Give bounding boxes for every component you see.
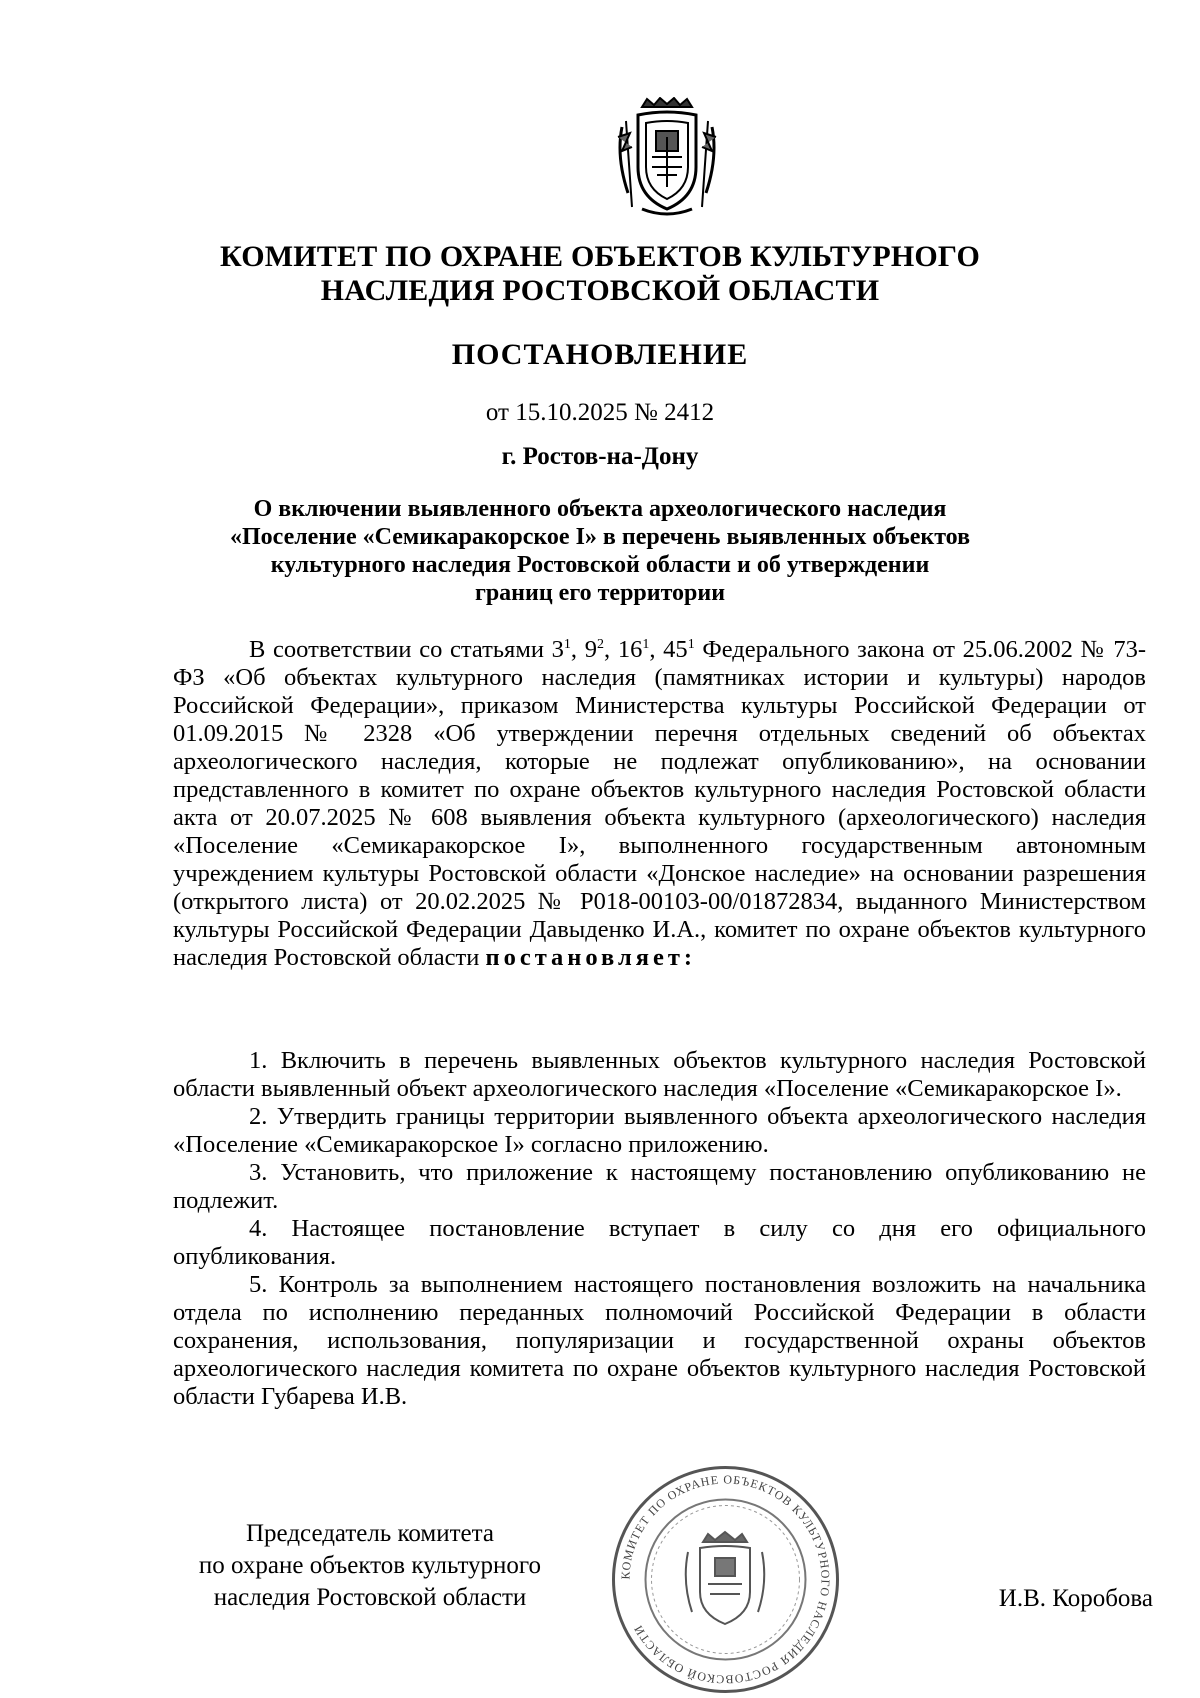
coat-of-arms-icon <box>612 97 722 221</box>
superscript-2: 2 <box>597 636 604 652</box>
document-type: ПОСТАНОВЛЕНИЕ <box>451 338 749 371</box>
decree-item-3: 3. Установить, что приложение к настоящему постановлению опубликованию не подлежит. <box>173 1159 1146 1214</box>
svg-text:КОМИТЕТ ПО ОХРАНЕ ОБЪЕКТОВ КУЛ <box>618 1472 832 1686</box>
position-line-2: по охране объектов культурного <box>198 1552 542 1579</box>
subject-line-4: границ его территории <box>474 580 726 606</box>
decree-item-1: 1. Включить в перечень выявленных объектов культурного наследия Ростовской области выявленный объект археологического наследия «Поселение «Семикаракорское I». <box>173 1047 1146 1102</box>
preamble-text-1: В соответствии со статьями 3 <box>249 636 564 663</box>
decree-word: постановляет: <box>485 944 697 971</box>
superscript-1: 1 <box>563 636 571 652</box>
org-line-1: КОМИТЕТ ПО ОХРАНЕ ОБЪЕКТОВ КУЛЬТУРНОГО <box>220 240 980 273</box>
document-city: г. Ростов-на-Дону <box>501 443 699 470</box>
decree-item-2: 2. Утвердить границы территории выявленного объекта археологического наследия «Поселение «Семикаракорское I» согласно приложению. <box>173 1103 1146 1158</box>
decree-item-5: 5. Контроль за выполнением настоящего постановления возложить на начальника отдела по исполнению переданных полномочий Российской Федерации в области сохранения, использования, популяризации и государственной охраны объектов археологического наследия комитета по охране объектов культурного наследия Ростовской области Губарева И.В. <box>173 1271 1146 1410</box>
document-date-number: от 15.10.2025 № 2412 <box>485 399 715 426</box>
position-line-3: наследия Ростовской области <box>213 1584 527 1611</box>
subject-line-2: «Поселение «Семикаракорское I» в перечень выявленных объектов <box>229 524 971 550</box>
superscript-4: 1 <box>687 636 695 652</box>
preamble-text-3: , 16 <box>604 636 643 663</box>
document-subject <box>0 495 1200 607</box>
position-line-1: Председатель комитета <box>246 1520 494 1547</box>
subject-line-3: культурного наследия Ростовской области и об утверждении <box>270 552 930 578</box>
organization-name <box>0 240 1200 308</box>
official-seal-icon <box>608 1462 843 1697</box>
preamble-text-4: , 45 <box>649 636 688 663</box>
preamble <box>173 636 1146 972</box>
preamble-text-5: Федерального закона от 25.06.2002 № 73-ФЗ «Об объектах культурного наследия (памятниках истории и культуры) народов Российской Федерации», приказом Министерства культуры Российской Федерации от 01.09.2015 № 2328 «Об утверждении перечня отдельных сведений об объектах археологического наследия, которые не подлежат опубликованию», на основании представленного в комитет по охране объектов культурного наследия Ростовской области акта от 20.07.2025 № 608 выявления объекта культурного (археологического) наследия «Поселение «Семикаракорское I», выполненного государственным автономным учреждением культуры Ростовской области «Донское наследие» на основании разрешения (открытого листа) от 20.02.2025 № Р018-00103-00/01872834, выданного Министерством культуры Российской Федерации Давыденко И.А., комитет по охране объектов культурного наследия Ростовской области <box>173 636 1146 971</box>
org-line-2: НАСЛЕДИЯ РОСТОВСКОЙ ОБЛАСТИ <box>320 274 880 307</box>
preamble-paragraph <box>173 636 1146 972</box>
subject-line-1: О включении выявленного объекта археологического наследия <box>253 496 947 522</box>
decree-items <box>173 1047 1146 1411</box>
signatory-position <box>160 1518 580 1614</box>
seal-text: КОМИТЕТ ПО ОХРАНЕ ОБЪЕКТОВ КУЛЬТУРНОГО НАСЛЕДИЯ РОСТОВСКОЙ ОБЛАСТИ <box>618 1472 833 1687</box>
preamble-text-2: , 9 <box>570 636 597 663</box>
superscript-3: 1 <box>642 636 650 652</box>
signatory-name: И.В. Коробова <box>998 1585 1153 1612</box>
decree-item-4: 4. Настоящее постановление вступает в силу со дня его официального опубликования. <box>173 1215 1146 1270</box>
